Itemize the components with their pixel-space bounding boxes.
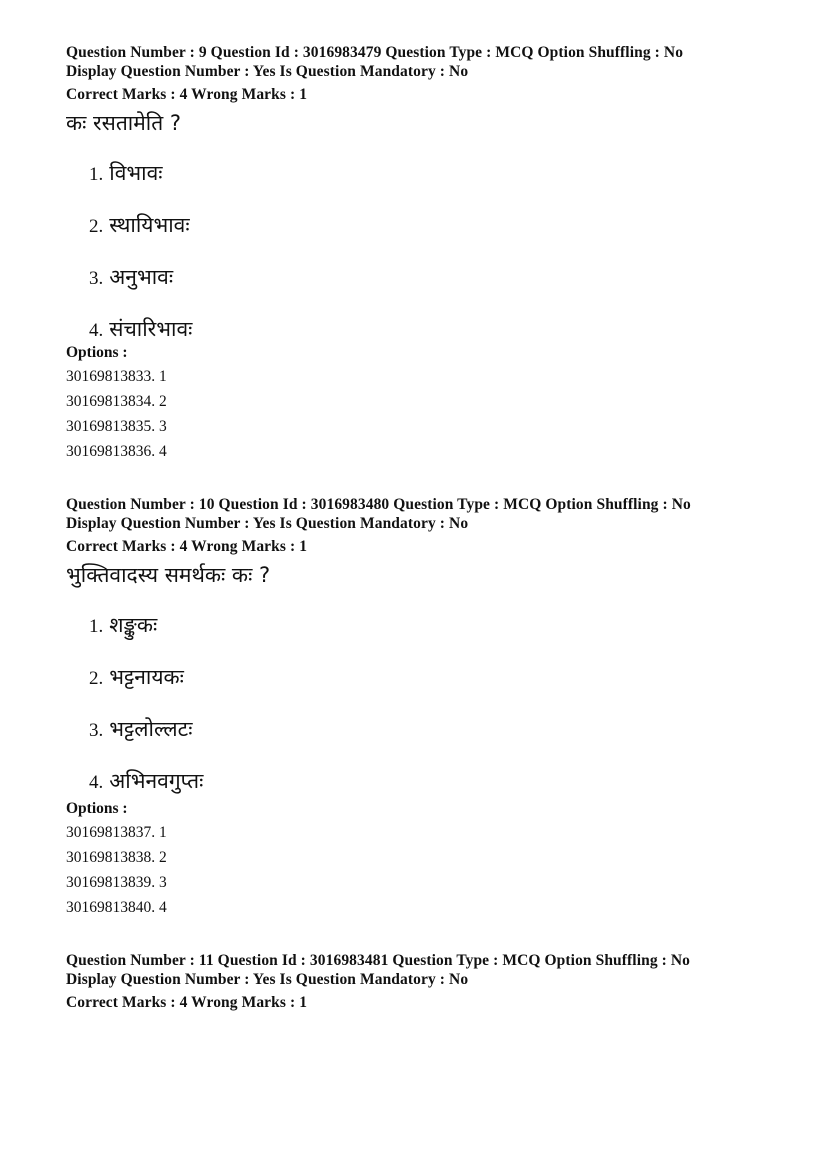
question-meta-line: Question Number : 10 Question Id : 3016983480 Question Type : MCQ Option Shuffling : No	[66, 496, 691, 513]
answer-choice	[89, 212, 190, 240]
choice-text: संचारिभावः	[109, 317, 193, 341]
question-display-line: Display Question Number : Yes Is Question Mandatory : No	[66, 971, 469, 988]
option-id-row: 30169813838. 2	[66, 849, 167, 866]
choice-text: भट्टनायकः	[109, 665, 184, 689]
choice-text: विभावः	[109, 161, 163, 185]
option-id-row: 30169813839. 3	[66, 874, 167, 891]
options-heading: Options :	[66, 344, 128, 361]
choice-text: स्थायिभावः	[109, 213, 190, 237]
option-id-row: 30169813836. 4	[66, 443, 167, 460]
choice-number: 4.	[89, 320, 104, 341]
choice-number: 2.	[89, 216, 104, 237]
answer-choice	[89, 264, 173, 292]
choice-number: 2.	[89, 668, 104, 689]
option-id-row: 30169813840. 4	[66, 899, 167, 916]
option-id-row: 30169813834. 2	[66, 393, 167, 410]
answer-choice	[89, 716, 193, 744]
choice-number: 1.	[89, 616, 104, 637]
question-display-line: Display Question Number : Yes Is Question Mandatory : No	[66, 515, 469, 532]
question-meta-line: Question Number : 9 Question Id : 3016983479 Question Type : MCQ Option Shuffling : No	[66, 44, 684, 61]
choice-text: अनुभावः	[109, 265, 174, 289]
options-heading: Options :	[66, 800, 128, 817]
question-stem: भुक्तिवादस्य समर्थकः कः ?	[66, 563, 271, 587]
option-id-row: 30169813835. 3	[66, 418, 167, 435]
answer-choice	[89, 768, 203, 796]
choice-number: 1.	[89, 164, 104, 185]
choice-number: 3.	[89, 720, 104, 741]
answer-choice	[89, 316, 192, 344]
answer-choice	[89, 612, 157, 640]
question-marks-line: Correct Marks : 4 Wrong Marks : 1	[66, 994, 308, 1011]
choice-number: 3.	[89, 268, 104, 289]
choice-number: 4.	[89, 772, 104, 793]
option-id-row: 30169813837. 1	[66, 824, 167, 841]
question-meta-line: Question Number : 11 Question Id : 3016983481 Question Type : MCQ Option Shuffling : No	[66, 952, 691, 969]
choice-text: शङ्कुकः	[109, 613, 158, 637]
option-id-row: 30169813833. 1	[66, 368, 167, 385]
question-display-line: Display Question Number : Yes Is Question Mandatory : No	[66, 63, 469, 80]
choice-text: भट्टलोल्लटः	[109, 717, 193, 741]
choice-text: अभिनवगुप्तः	[109, 769, 204, 793]
answer-choice	[89, 160, 163, 188]
answer-choice	[89, 664, 184, 692]
question-marks-line: Correct Marks : 4 Wrong Marks : 1	[66, 86, 308, 103]
question-marks-line: Correct Marks : 4 Wrong Marks : 1	[66, 538, 308, 555]
question-stem: कः रसतामेति ?	[66, 111, 182, 135]
